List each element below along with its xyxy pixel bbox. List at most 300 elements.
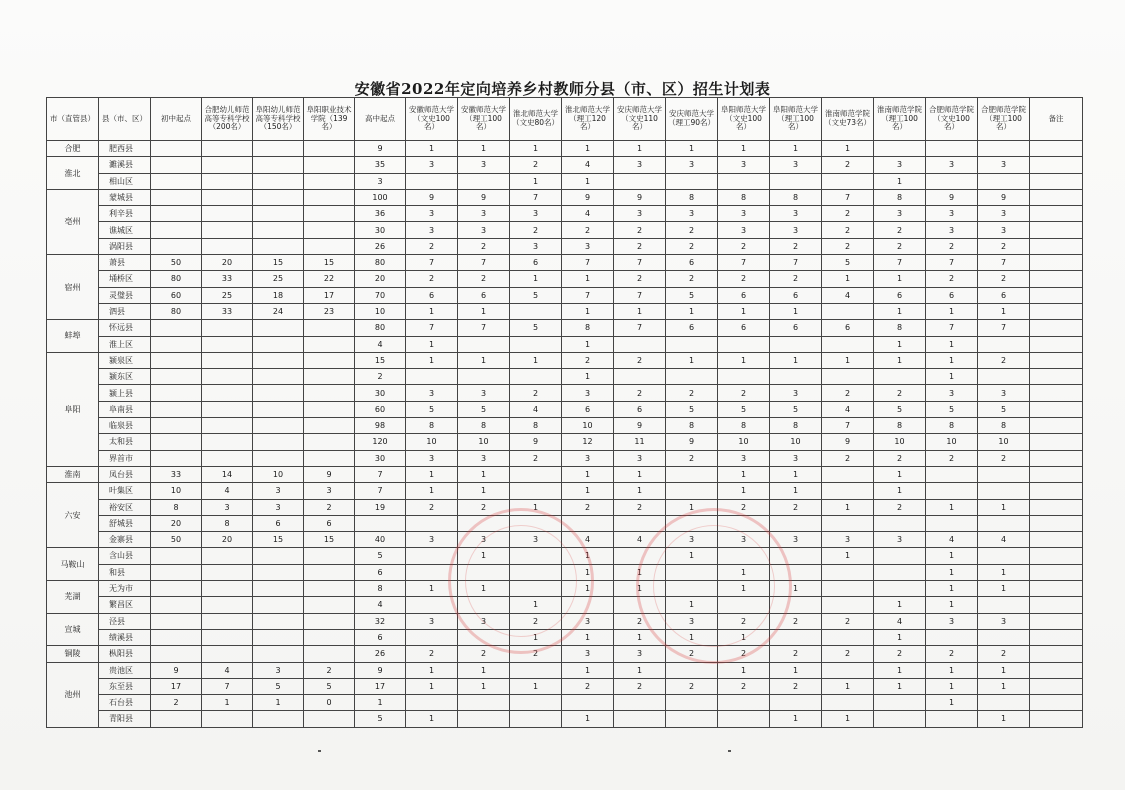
quota-cell: 3 (406, 206, 458, 222)
quota-cell (253, 141, 304, 157)
quota-cell: 1 (822, 678, 874, 694)
quota-cell: 1 (614, 564, 666, 580)
city-cell: 马鞍山 (47, 548, 99, 581)
quota-cell: 6 (874, 287, 926, 303)
city-cell: 淮北 (47, 157, 99, 190)
quota-cell: 7 (406, 255, 458, 271)
quota-cell: 15 (304, 255, 355, 271)
quota-cell: 60 (355, 401, 406, 417)
county-cell: 灵璧县 (99, 287, 151, 303)
quota-cell: 1 (822, 141, 874, 157)
column-header: 合肥师范学院（理工100名） (978, 98, 1030, 141)
quota-cell: 2 (978, 450, 1030, 466)
quota-cell (151, 450, 202, 466)
quota-cell (510, 515, 562, 531)
quota-cell: 2 (406, 499, 458, 515)
quota-cell: 8 (718, 189, 770, 205)
quota-cell (253, 450, 304, 466)
column-header: 淮北师范大学（文史80名） (510, 98, 562, 141)
quota-cell: 2 (614, 222, 666, 238)
quota-cell: 15 (304, 532, 355, 548)
quota-cell (718, 369, 770, 385)
table-row (47, 141, 1083, 157)
quota-cell (1030, 222, 1083, 238)
quota-cell: 1 (978, 662, 1030, 678)
quota-cell (151, 238, 202, 254)
quota-cell (151, 157, 202, 173)
quota-cell: 2 (770, 499, 822, 515)
quota-cell (770, 629, 822, 645)
quota-cell (1030, 532, 1083, 548)
quota-cell (718, 336, 770, 352)
quota-cell: 8 (406, 418, 458, 434)
quota-cell: 12 (562, 434, 614, 450)
quota-cell: 1 (978, 499, 1030, 515)
quota-cell: 8 (202, 515, 253, 531)
quota-cell: 1 (458, 581, 510, 597)
quota-cell: 6 (822, 320, 874, 336)
quota-cell (510, 369, 562, 385)
quota-cell (202, 206, 253, 222)
quota-cell (666, 336, 718, 352)
quota-cell (874, 548, 926, 564)
quota-cell: 3 (978, 385, 1030, 401)
quota-cell: 7 (822, 418, 874, 434)
quota-cell: 2 (151, 695, 202, 711)
quota-cell: 3 (718, 532, 770, 548)
quota-cell: 2 (822, 157, 874, 173)
quota-cell: 3 (718, 206, 770, 222)
quota-cell: 10 (718, 434, 770, 450)
county-cell: 贵池区 (99, 662, 151, 678)
quota-cell (614, 369, 666, 385)
quota-cell: 1 (406, 711, 458, 727)
quota-cell (202, 336, 253, 352)
quota-cell: 10 (355, 303, 406, 319)
quota-cell: 2 (770, 613, 822, 629)
quota-cell: 5 (770, 401, 822, 417)
county-cell: 和县 (99, 564, 151, 580)
quota-cell: 10 (458, 434, 510, 450)
quota-cell: 7 (874, 255, 926, 271)
quota-cell (151, 369, 202, 385)
quota-cell: 1 (874, 466, 926, 482)
quota-cell: 3 (458, 222, 510, 238)
table-row (47, 385, 1083, 401)
quota-cell: 2 (874, 238, 926, 254)
quota-cell: 3 (666, 157, 718, 173)
quota-cell (304, 206, 355, 222)
quota-cell: 50 (151, 255, 202, 271)
quota-cell (406, 564, 458, 580)
quota-cell (874, 564, 926, 580)
quota-cell (355, 515, 406, 531)
quota-cell (874, 711, 926, 727)
quota-cell: 1 (510, 271, 562, 287)
quota-cell: 5 (926, 401, 978, 417)
quota-cell (1030, 336, 1083, 352)
quota-cell (202, 418, 253, 434)
quota-cell (822, 695, 874, 711)
quota-cell (304, 238, 355, 254)
quota-cell (202, 548, 253, 564)
quota-cell: 2 (874, 450, 926, 466)
quota-cell: 1 (562, 581, 614, 597)
quota-cell: 7 (562, 255, 614, 271)
quota-cell (1030, 629, 1083, 645)
quota-cell: 1 (406, 352, 458, 368)
table-row (47, 255, 1083, 271)
quota-cell: 8 (926, 418, 978, 434)
quota-cell: 1 (926, 303, 978, 319)
quota-cell (822, 515, 874, 531)
quota-cell (202, 401, 253, 417)
quota-cell (770, 336, 822, 352)
quota-cell: 5 (718, 401, 770, 417)
quota-cell (822, 173, 874, 189)
table-row (47, 287, 1083, 303)
quota-cell: 6 (458, 287, 510, 303)
quota-cell: 24 (253, 303, 304, 319)
quota-cell: 1 (562, 369, 614, 385)
quota-cell: 32 (355, 613, 406, 629)
quota-cell (151, 629, 202, 645)
table-row (47, 222, 1083, 238)
column-header: 阜阳职业技术学院（139名） (304, 98, 355, 141)
quota-cell: 17 (304, 287, 355, 303)
column-header: 高中起点 (355, 98, 406, 141)
quota-cell: 20 (202, 255, 253, 271)
quota-cell (304, 222, 355, 238)
quota-cell (151, 613, 202, 629)
quota-cell: 80 (355, 255, 406, 271)
quota-cell: 1 (614, 581, 666, 597)
column-header: 阜阳师范大学（文史100名） (718, 98, 770, 141)
quota-cell: 1 (406, 483, 458, 499)
quota-cell (304, 597, 355, 613)
quota-cell (1030, 352, 1083, 368)
quota-cell: 3 (562, 385, 614, 401)
quota-cell: 1 (562, 483, 614, 499)
quota-cell: 2 (718, 271, 770, 287)
quota-cell: 2 (666, 450, 718, 466)
quota-cell: 2 (510, 157, 562, 173)
column-header: 初中起点 (151, 98, 202, 141)
quota-cell: 1 (458, 303, 510, 319)
county-cell: 金寨县 (99, 532, 151, 548)
quota-cell (304, 336, 355, 352)
county-cell: 舒城县 (99, 515, 151, 531)
quota-cell: 3 (926, 206, 978, 222)
quota-cell: 6 (355, 629, 406, 645)
quota-cell: 11 (614, 434, 666, 450)
county-cell: 颍泉区 (99, 352, 151, 368)
quota-cell (510, 303, 562, 319)
quota-cell: 1 (614, 303, 666, 319)
quota-cell: 4 (978, 532, 1030, 548)
quota-cell: 8 (718, 418, 770, 434)
scan-speck (728, 750, 731, 752)
quota-cell: 26 (355, 646, 406, 662)
quota-cell: 2 (510, 613, 562, 629)
quota-cell: 1 (926, 352, 978, 368)
quota-cell: 1 (718, 352, 770, 368)
quota-cell (304, 401, 355, 417)
city-cell: 宿州 (47, 255, 99, 320)
quota-cell: 80 (151, 303, 202, 319)
quota-cell: 3 (458, 450, 510, 466)
quota-cell: 3 (822, 532, 874, 548)
quota-cell: 3 (718, 450, 770, 466)
quota-cell (406, 369, 458, 385)
quota-cell: 2 (718, 646, 770, 662)
table-row (47, 695, 1083, 711)
quota-cell: 3 (458, 613, 510, 629)
quota-cell (304, 629, 355, 645)
table-row (47, 206, 1083, 222)
quota-cell: 1 (718, 303, 770, 319)
quota-cell: 2 (458, 271, 510, 287)
quota-cell: 4 (355, 336, 406, 352)
quota-cell: 9 (510, 434, 562, 450)
quota-cell (1030, 515, 1083, 531)
quota-cell: 1 (614, 141, 666, 157)
quota-cell: 15 (253, 532, 304, 548)
quota-cell (666, 564, 718, 580)
quota-cell: 4 (355, 597, 406, 613)
table-row (47, 238, 1083, 254)
quota-cell (202, 450, 253, 466)
column-header: 备注 (1030, 98, 1083, 141)
quota-cell: 3 (770, 222, 822, 238)
county-cell: 凤台县 (99, 466, 151, 482)
quota-cell (253, 206, 304, 222)
quota-cell (253, 352, 304, 368)
quota-cell: 6 (926, 287, 978, 303)
quota-cell (1030, 369, 1083, 385)
quota-cell (304, 352, 355, 368)
quota-cell (926, 483, 978, 499)
quota-cell: 2 (666, 646, 718, 662)
quota-cell (458, 173, 510, 189)
quota-cell: 1 (926, 695, 978, 711)
column-header: 安庆师范大学（理工90名） (666, 98, 718, 141)
table-row (47, 189, 1083, 205)
quota-cell (151, 189, 202, 205)
quota-cell (926, 629, 978, 645)
table-row (47, 418, 1083, 434)
quota-cell (202, 434, 253, 450)
quota-cell (1030, 662, 1083, 678)
quota-cell: 1 (562, 141, 614, 157)
quota-cell (978, 597, 1030, 613)
quota-cell: 4 (562, 157, 614, 173)
county-cell: 青阳县 (99, 711, 151, 727)
quota-cell: 3 (978, 613, 1030, 629)
quota-cell: 40 (355, 532, 406, 548)
quota-cell: 2 (355, 369, 406, 385)
quota-cell: 20 (355, 271, 406, 287)
quota-cell: 1 (926, 369, 978, 385)
county-cell: 阜南县 (99, 401, 151, 417)
quota-cell: 8 (151, 499, 202, 515)
quota-cell (978, 548, 1030, 564)
column-header: 阜阳幼儿师范高等专科学校（150名） (253, 98, 304, 141)
county-cell: 怀远县 (99, 320, 151, 336)
quota-cell: 1 (458, 352, 510, 368)
quota-cell (1030, 141, 1083, 157)
quota-cell (874, 581, 926, 597)
quota-cell (304, 189, 355, 205)
quota-cell: 3 (874, 206, 926, 222)
quota-cell (978, 483, 1030, 499)
quota-cell: 6 (718, 287, 770, 303)
quota-cell: 23 (304, 303, 355, 319)
quota-cell (666, 466, 718, 482)
quota-cell (458, 369, 510, 385)
table-row (47, 401, 1083, 417)
quota-cell: 4 (562, 206, 614, 222)
quota-cell: 3 (926, 613, 978, 629)
quota-cell: 1 (874, 678, 926, 694)
city-cell: 合肥 (47, 141, 99, 157)
quota-cell: 1 (666, 141, 718, 157)
county-cell: 濉溪县 (99, 157, 151, 173)
quota-cell: 6 (614, 401, 666, 417)
quota-cell: 4 (202, 483, 253, 499)
quota-cell: 8 (874, 418, 926, 434)
quota-cell: 6 (510, 255, 562, 271)
quota-cell (458, 629, 510, 645)
quota-cell: 2 (666, 271, 718, 287)
quota-cell: 1 (666, 303, 718, 319)
quota-cell: 10 (151, 483, 202, 499)
table-row (47, 483, 1083, 499)
quota-cell: 2 (614, 352, 666, 368)
quota-cell: 3 (666, 532, 718, 548)
quota-cell: 1 (406, 466, 458, 482)
quota-cell (1030, 385, 1083, 401)
quota-cell: 1 (770, 711, 822, 727)
quota-cell (978, 629, 1030, 645)
quota-cell (822, 303, 874, 319)
quota-cell: 33 (151, 466, 202, 482)
quota-cell: 1 (874, 629, 926, 645)
quota-cell (718, 695, 770, 711)
quota-cell (151, 352, 202, 368)
quota-cell (151, 646, 202, 662)
quota-cell: 2 (614, 678, 666, 694)
quota-cell: 3 (304, 483, 355, 499)
column-header: 合肥幼儿师范高等专科学校（200名） (202, 98, 253, 141)
table-header (47, 98, 1083, 141)
quota-cell: 8 (874, 320, 926, 336)
county-cell: 绩溪县 (99, 629, 151, 645)
quota-cell: 3 (614, 206, 666, 222)
quota-cell: 9 (355, 141, 406, 157)
quota-cell: 1 (978, 678, 1030, 694)
quota-cell: 1 (562, 662, 614, 678)
quota-cell: 5 (978, 401, 1030, 417)
quota-cell (458, 711, 510, 727)
quota-cell: 1 (406, 581, 458, 597)
quota-cell: 5 (458, 401, 510, 417)
quota-cell (253, 385, 304, 401)
column-header: 淮南师范学院（理工100名） (874, 98, 926, 141)
quota-cell (926, 515, 978, 531)
quota-cell: 3 (458, 532, 510, 548)
table-row (47, 646, 1083, 662)
county-cell: 泗县 (99, 303, 151, 319)
quota-cell (406, 515, 458, 531)
quota-cell (253, 597, 304, 613)
quota-cell: 6 (770, 320, 822, 336)
quota-cell (978, 336, 1030, 352)
quota-cell: 19 (355, 499, 406, 515)
quota-cell: 2 (406, 271, 458, 287)
quota-cell (978, 515, 1030, 531)
quota-cell (822, 564, 874, 580)
quota-cell: 80 (355, 320, 406, 336)
quota-cell: 3 (718, 222, 770, 238)
quota-cell (253, 157, 304, 173)
table-row (47, 499, 1083, 515)
quota-cell: 4 (822, 287, 874, 303)
quota-cell: 1 (562, 564, 614, 580)
quota-cell: 2 (614, 499, 666, 515)
quota-cell: 1 (510, 499, 562, 515)
quota-cell: 3 (978, 222, 1030, 238)
quota-cell: 1 (562, 303, 614, 319)
quota-cell (770, 173, 822, 189)
quota-cell: 3 (406, 385, 458, 401)
quota-cell (1030, 173, 1083, 189)
quota-cell: 33 (202, 303, 253, 319)
quota-cell: 4 (874, 613, 926, 629)
table-row (47, 173, 1083, 189)
quota-cell: 3 (406, 532, 458, 548)
quota-cell (822, 581, 874, 597)
quota-cell (822, 597, 874, 613)
quota-cell: 1 (718, 466, 770, 482)
quota-cell: 2 (458, 646, 510, 662)
table-row (47, 369, 1083, 385)
quota-cell: 1 (718, 564, 770, 580)
quota-cell (304, 548, 355, 564)
quota-cell: 1 (926, 597, 978, 613)
quota-cell (304, 646, 355, 662)
city-cell: 宣城 (47, 613, 99, 646)
quota-cell: 7 (770, 255, 822, 271)
table-row (47, 678, 1083, 694)
quota-cell: 7 (406, 320, 458, 336)
quota-cell (978, 141, 1030, 157)
quota-cell: 1 (406, 678, 458, 694)
quota-cell (458, 515, 510, 531)
quota-cell: 70 (355, 287, 406, 303)
quota-cell (1030, 597, 1083, 613)
quota-cell: 7 (926, 320, 978, 336)
quota-cell: 2 (666, 238, 718, 254)
quota-cell: 5 (406, 401, 458, 417)
quota-cell (874, 369, 926, 385)
quota-cell: 7 (614, 287, 666, 303)
table-row (47, 581, 1083, 597)
quota-cell: 9 (304, 466, 355, 482)
quota-cell: 1 (718, 662, 770, 678)
quota-cell: 2 (562, 499, 614, 515)
quota-cell: 1 (718, 483, 770, 499)
